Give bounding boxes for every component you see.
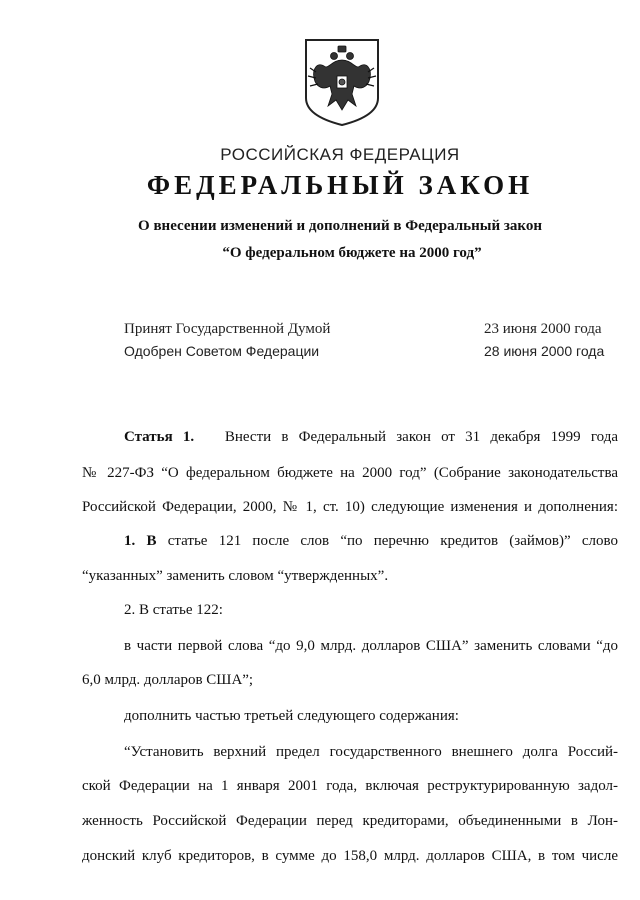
item-2-paragraph-2: дополнить частью третьей следующего содержания: [124,708,459,724]
item-1-line-2: “указанных” заменить словом “утвержденных”. [82,568,389,584]
article-1-heading: Статья 1. [124,429,195,445]
article-1-line-3: Российской Федерации, 2000, № 1, ст. 10) следующие изменения и дополнения: [82,499,618,515]
coat-of-arms-emblem-icon [302,36,382,128]
item-2-paragraph-1-line-2: 6,0 млрд. долларов США”; [82,672,254,688]
quote-line-1: “Установить верхний предел государственного внешнего долга Россий- [124,744,618,760]
country-heading: РОССИЙСКАЯ ФЕДЕРАЦИЯ [220,145,460,164]
quote-line-2: ской Федерации на 1 января 2001 года, включая реструктурированную задол- [82,778,618,794]
article-1-line-1-text: Внести в Федеральный закон от 31 декабря 1999 года [224,429,618,445]
article-1-line-2: № 227-ФЗ “О федеральном бюджете на 2000 год” (Собрание законодательства [82,465,618,481]
law-title-line-2: “О федеральном бюджете на 2000 год” [222,245,482,261]
quote-line-3: женность Российской Федерации перед кредиторами, объединенными в Лон- [82,813,618,829]
item-1-line-1 [124,531,618,551]
item-1-prefix: 1. В [124,533,157,549]
law-title-line-1: О внесении изменений и дополнений в Федеральный закон [138,218,542,234]
adopted-by-duma-date: 23 июня 2000 года [484,321,602,337]
article-1-line-1 [124,427,618,447]
document-type-heading: ФЕДЕРАЛЬНЫЙ ЗАКОН [146,170,534,200]
item-2-paragraph-1-line-1: в части первой слова “до 9,0 млрд. долларов США” заменить словами “до [124,638,618,654]
quote-line-4: донский клуб кредиторов, в сумме до 158,0 млрд. долларов США, в том числе [82,848,618,864]
item-2-heading: 2. В статье 122: [124,602,223,618]
approved-by-council-date: 28 июня 2000 года [484,343,605,359]
adopted-by-duma-label: Принят Государственной Думой [124,321,331,337]
item-1-line-1-text: статье 121 после слов “по перечню кредитов (займов)” слово [167,533,618,549]
approved-by-council-label: Одобрен Советом Федерации [124,343,320,359]
